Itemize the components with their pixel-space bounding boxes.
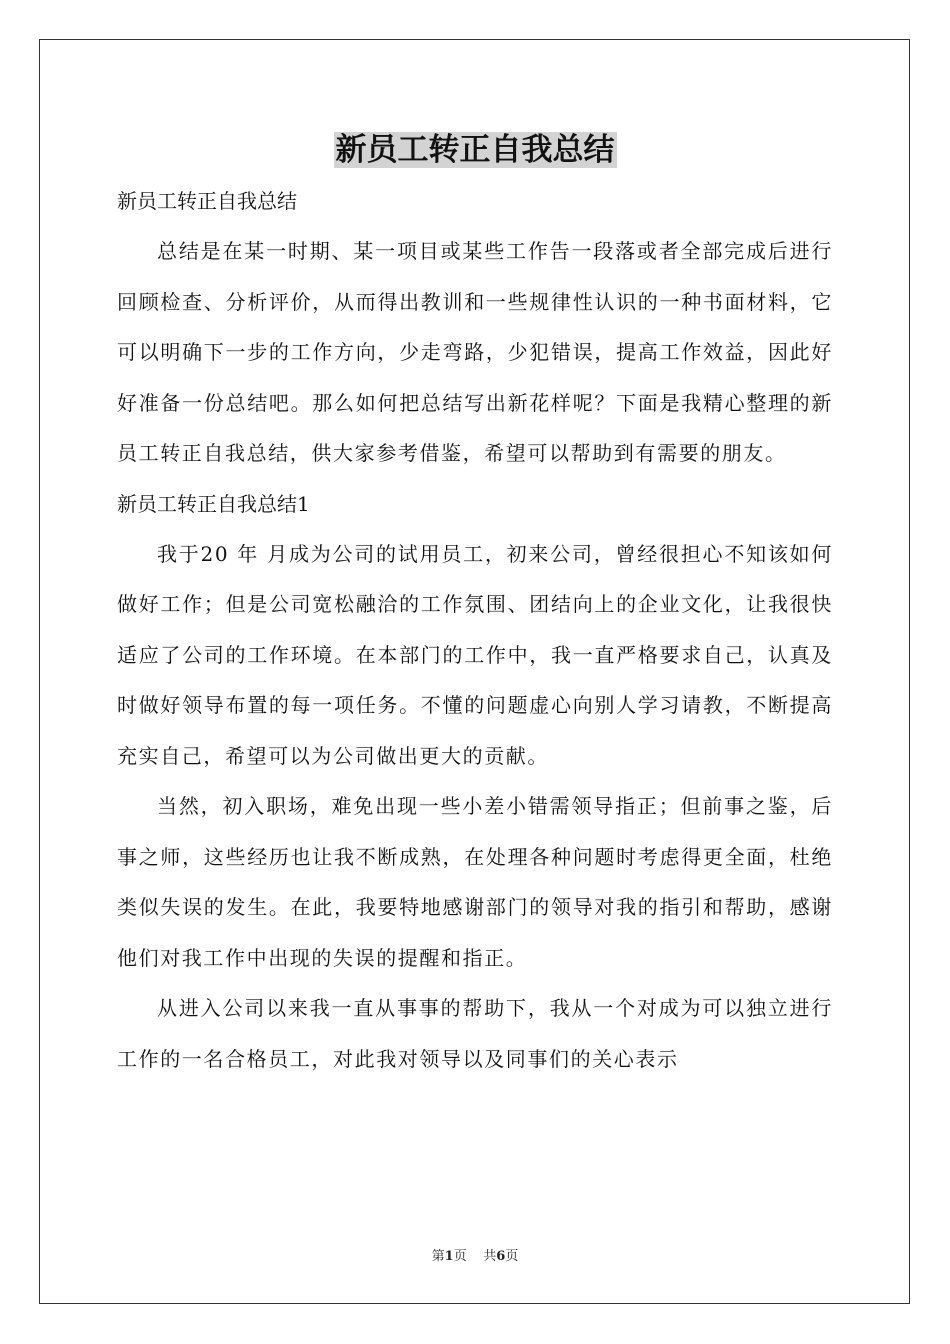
body-paragraph: 我于20 年 月成为公司的试用员工，初来公司，曾经很担心不知该如何做好工作；但是公司宽松融洽的工作氛围、团结向上的企业文化，让我很快适应了公司的工作环境。在本部门的工作中，我一直严格要求自己，认真及时做好领导布置的每一项任务。不懂的问题虚心向别人学习请教，不断提高充实自己，希望可以为公司做出更大的贡献。	[117, 541, 833, 768]
page-footer: 第1页 共6页	[431, 1249, 519, 1264]
current-page-number: 1	[444, 1249, 454, 1264]
document-title: 新员工转正自我总结	[335, 132, 615, 168]
intro-paragraph: 总结是在某一时期、某一项目或某些工作告一段落或者全部完成后进行回顾检查、分析评价，从而得出教训和一些规律性认识的一种书面材料，它可以明确下一步的工作方向，少走弯路，少犯错误，提高工作效益，因此好好准备一份总结吧。那么如何把总结写出新花样呢？下面是我精心整理的新员工转正自我总结，供大家参考借鉴，希望可以帮助到有需要的朋友。	[117, 239, 833, 465]
section-heading: 新员工转正自我总结1	[117, 491, 310, 516]
total-page-number: 6	[496, 1249, 506, 1264]
body-paragraph: 从进入公司以来我一直从事事的帮助下，我从一个对成为可以独立进行 工作的一名合格员工，对此我对领导以及同事们的关心表示	[117, 996, 833, 1071]
body-paragraph: 当然，初入职场，难免出现一些小差小错需领导指正；但前事之鉴，后事之师，这些经历也让我不断成熟，在处理各种问题时考虑得更全面，杜绝类似失误的发生。在此，我要特地感谢部门的领导对我的指引和帮助，感谢他们对我工作中出现的失误的提醒和指正。	[117, 794, 833, 970]
document-subtitle: 新员工转正自我总结	[117, 189, 297, 213]
document-body	[117, 124, 833, 1084]
